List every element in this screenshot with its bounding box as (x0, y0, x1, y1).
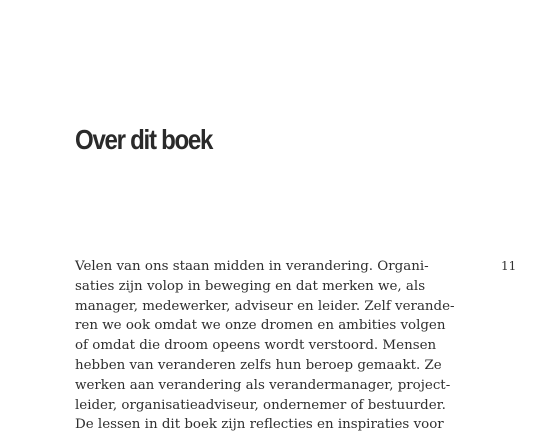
page-number: 11 (501, 259, 517, 273)
text-line: werken aan verandering als verandermanager, project- (75, 377, 451, 393)
chapter-heading: Over dit boek (75, 124, 213, 155)
text-line: manager, medewerker, adviseur en leider. Zelf verande- (75, 298, 455, 314)
text-line: Velen van ons staan midden in verandering. Organi- (75, 259, 429, 274)
body-paragraph (75, 257, 455, 435)
text-line: ren we ook omdat we onze dromen en ambities volgen (75, 318, 446, 334)
text-line: De lessen in dit boek zijn reflecties en inspiraties voor (75, 417, 444, 433)
text-line: leider, organisatieadviseur, ondernemer of bestuurder. (75, 397, 446, 413)
text-line: of omdat die droom opeens wordt verstoord. Mensen (75, 338, 437, 354)
text-line: hebben van veranderen zelfs hun beroep gemaakt. Ze (75, 357, 442, 373)
text-line: saties zijn volop in beweging en dat merken we, als (75, 278, 426, 294)
